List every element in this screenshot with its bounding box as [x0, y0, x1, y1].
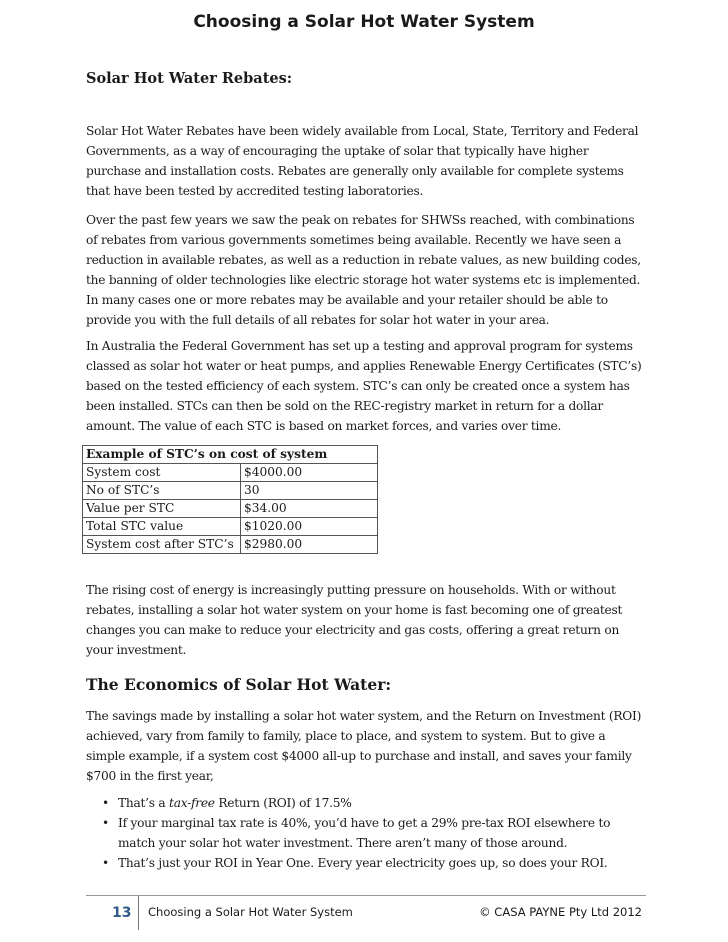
bullet-list: [86, 793, 646, 873]
paragraph: Solar Hot Water Rebates have been widely available from Local, State, Territory and Federal Governments, as a way of encouraging the uptake of solar that typically have higher purchase and installation costs. Rebates are generally only available for complete systems that have been tested by accredited testing laboratories.: [86, 124, 639, 198]
bullet-icon: •: [102, 816, 109, 830]
footer-divider: [138, 896, 139, 930]
table-cell-label: Value per STC: [83, 500, 241, 518]
table-row: [83, 464, 378, 482]
bullet-icon: •: [102, 856, 109, 870]
footer-title: Choosing a Solar Hot Water System: [148, 905, 353, 919]
table-header: Example of STC’s on cost of system: [83, 446, 378, 464]
table-cell-label: Total STC value: [83, 518, 241, 536]
paragraph: The savings made by installing a solar hot water system, and the Return on Investment (ROI) achieved, vary from family to family, place to place, and system to system. But to give a simple example, if a system cost $4000 all-up to purchase and install, and saves your family $700 in the first year,: [86, 709, 642, 783]
bullet-icon: •: [102, 796, 109, 810]
emphasis-text: tax-free: [169, 796, 215, 810]
paragraph: Over the past few years we saw the peak on rebates for SHWSs reached, with combinations of rebates from various governments sometimes being available. Recently we have seen a reduction in available rebates, as well as a reduction in rebate values, as new building codes, the banning of older technologies like electric storage hot water systems etc is implemented. In many cases one or more rebates may be available and your retailer should be able to provide you with the full details of all rebates for solar hot water in your area.: [86, 213, 641, 327]
footer-copyright: © CASA PAYNE Pty Ltd 2012: [479, 905, 642, 919]
list-item-text: If your marginal tax rate is 40%, you’d have to get a 29% pre-tax ROI elsewhere to match your solar hot water investment. There aren’t many of those around.: [118, 816, 611, 850]
table-cell-label: System cost after STC’s: [83, 536, 241, 554]
paragraph: In Australia the Federal Government has set up a testing and approval program for systems classed as solar hot water or heat pumps, and applies Renewable Energy Certificates (STC’s) based on the tested efficiency of each system. STC’s can only be created once a system has been installed. STCs can then be sold on the REC-registry market in return for a dollar amount. The value of each STC is based on market forces, and varies over time.: [86, 339, 642, 433]
table-header-row: [83, 446, 378, 464]
table-cell-value: $2980.00: [241, 536, 378, 554]
list-item-text: That’s just your ROI in Year One. Every year electricity goes up, so does your ROI.: [118, 856, 608, 870]
table-cell-label: No of STC’s: [83, 482, 241, 500]
section-heading-rebates: Solar Hot Water Rebates:: [86, 70, 293, 87]
list-item: [86, 813, 646, 853]
page-title: Choosing a Solar Hot Water System: [193, 12, 535, 32]
table-cell-value: $4000.00: [241, 464, 378, 482]
stc-example-table: [82, 445, 378, 554]
table-cell-value: $1020.00: [241, 518, 378, 536]
table-row: [83, 500, 378, 518]
table-row: [83, 518, 378, 536]
list-item: [86, 853, 646, 873]
section-heading-economics: The Economics of Solar Hot Water:: [86, 675, 392, 694]
table-cell-value: $34.00: [241, 500, 378, 518]
paragraph: The rising cost of energy is increasingly putting pressure on households. With or without rebates, installing a solar hot water system on your home is fast becoming one of greatest changes you can make to reduce your electricity and gas costs, offering a great return on your investment.: [86, 583, 623, 657]
page-footer: [86, 895, 646, 930]
list-item-text: Return (ROI) of 17.5%: [214, 796, 352, 810]
table-row: [83, 482, 378, 500]
list-item-text: That’s a: [118, 796, 170, 810]
table-cell-value: 30: [241, 482, 378, 500]
list-item: [86, 793, 646, 813]
table-cell-label: System cost: [83, 464, 241, 482]
table-row: [83, 536, 378, 554]
page-number: 13: [112, 905, 132, 921]
